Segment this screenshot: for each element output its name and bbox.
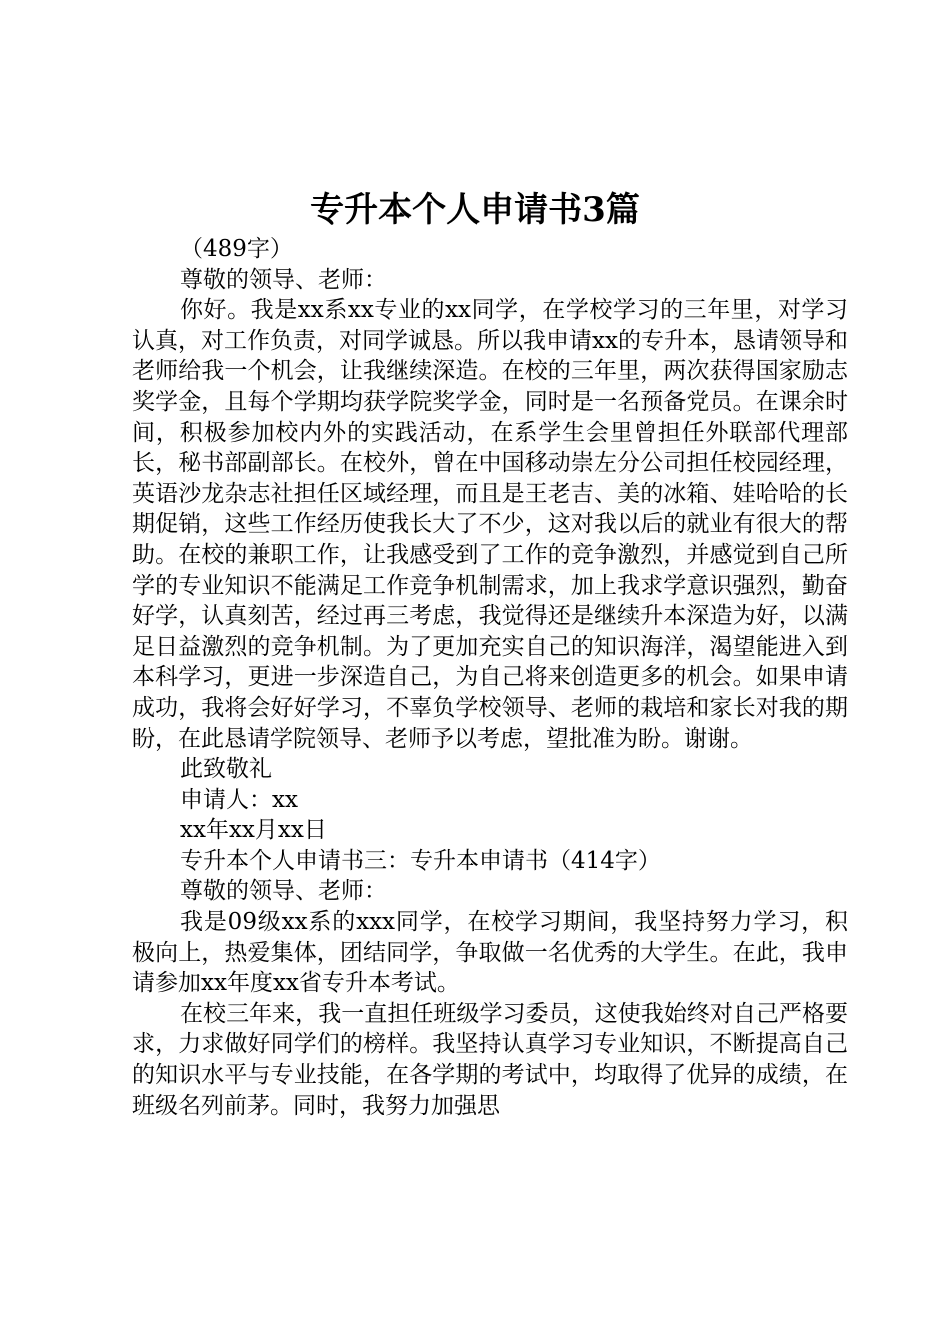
body-paragraph: 你好。我是xx系xx专业的xx同学，在学校学习的三年里，对学习认真，对工作负责，对同学诚恳。所以我申请xx的专升本，恳请领导和老师给我一个机会，让我继续深造。在校的三年里，两次获得国家励志奖学金，且每个学期均获学院奖学金，同时是一名预备党员。在课余时间，积极参加校内外的实践活动，在系学生会里曾担任外联部代理部长，秘书部副部长。在校外，曾在中国移动崇左分公司担任校园经理，英语沙龙杂志社担任区域经理，而且是王老吉、美的冰箱、娃哈哈的长期促销，这些工作经历使我长大了不少，这对我以后的就业有很大的帮助。在校的兼职工作，让我感受到了工作的竞争激烈，并感觉到自己所学的专业知识不能满足工作竞争机制需求，加上我求学意识强烈，勤奋好学，认真刻苦，经过再三考虑，我觉得还是继续升本深造为好，以满足日益激烈的竞争机制。为了更加充实自己的知识海洋，渴望能进入到本科学习，更进一步深造自己，为自己将来创造更多的机会。如果申请成功，我将会好好学习，不辜负学校领导、老师的栽培和家长对我的期盼，在此恳请学院领导、老师予以考虑，望批准为盼。谢谢。 [132,297,848,752]
word-count-note: （489字） [180,236,293,262]
document-title: 专升本个人申请书3篇 [310,190,640,230]
applicant: 申请人：xx [180,786,298,813]
salutation: 尊敬的领导、老师： [180,266,387,293]
salutation: 尊敬的领导、老师： [180,878,387,905]
body-paragraph: 我是09级xx系的xxx同学，在校学习期间，我坚持努力学习，积极向上，热爱集体，团结同学，争取做一名优秀的大学生。在此，我申请参加xx年度xx省专升本考试。 [132,909,848,997]
body-paragraph: 在校三年来，我一直担任班级学习委员，这使我始终对自己严格要求，力求做好同学们的榜样。我坚持认真学习专业知识，不断提高自己的知识水平与专业技能，在各学期的考试中，均取得了优异的成绩，在班级名列前茅。同时，我努力加强思 [132,1000,848,1119]
closing: 此致敬礼 [180,756,272,783]
date: xx年xx月xx日 [180,817,327,844]
document-body [132,234,848,1121]
section-heading: 专升本个人申请书三：专升本申请书（414字） [180,847,661,874]
